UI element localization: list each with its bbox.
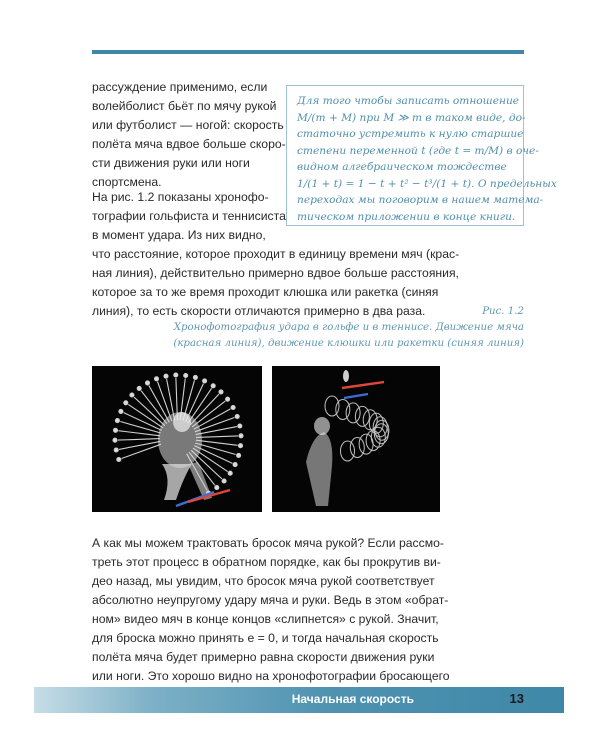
text-line: треть этот процесс в обратном порядке, как бы прокрутив ви-: [92, 555, 441, 569]
sidebar-line: степени переменной t (где t = m/M) в оче-: [297, 144, 539, 157]
club-head-trace: [164, 374, 168, 378]
club-head-trace: [113, 438, 117, 442]
club-head-trace: [231, 406, 235, 410]
caption-line: (красная линия), движение клюшки или ракетки (синяя линия): [173, 338, 524, 349]
club-head-trace: [239, 444, 243, 448]
tennis-stroke-image: [272, 366, 440, 512]
figure-number: Рис. 1.2: [482, 306, 524, 317]
club-head-trace: [193, 375, 197, 379]
text-line: ная линия), действительно примерно вдвое больше расстояния,: [92, 266, 459, 280]
club-head-trace: [130, 393, 134, 397]
running-section-title: Начальная скорость: [291, 692, 414, 706]
top-accent-rule: [92, 50, 524, 54]
text-line: в момент удара. Из них видно,: [92, 228, 266, 242]
club-head-trace: [237, 453, 241, 457]
sidebar-line: видном алгебраическом тождестве: [297, 161, 507, 173]
golf-swing-image: [92, 366, 262, 512]
club-head-trace: [146, 381, 150, 385]
text-line: полёта мяча вдвое больше скоро-: [92, 137, 286, 151]
club-head-trace: [137, 386, 141, 390]
club-head-trace: [219, 390, 223, 394]
text-line: волейболист бьёт по мячу рукой: [92, 99, 277, 113]
club-head-trace: [114, 428, 118, 432]
sidebar-line: статочно устремить к нулю старшие: [297, 128, 524, 140]
club-head-trace: [238, 424, 242, 428]
club-head-trace: [239, 434, 243, 438]
page-footer: [34, 687, 564, 713]
club-head-trace: [184, 374, 188, 378]
club-head-trace: [215, 486, 219, 490]
club-head-trace: [235, 415, 239, 419]
figure-caption: [144, 304, 524, 352]
sidebar-line: M/(m + M) при M ≫ m в таком виде, до-: [297, 111, 526, 124]
club-head-trace: [222, 479, 226, 483]
text-line: что расстояние, которое проходит в единицу времени мяч (крас-: [92, 247, 460, 261]
text-line: рассуждение применимо, если: [92, 80, 268, 94]
text-line: део назад, мы увидим, что бросок мяча рукой соответствует: [92, 574, 435, 588]
text-line: которое за то же время проходит клюшка или ракетка (синяя: [92, 285, 439, 299]
club-head-trace: [155, 377, 159, 381]
text-line: линия), то есть скорости отличаются примерно в два раза.: [92, 304, 426, 318]
club-head-trace: [233, 463, 237, 467]
text-line: или ноги. Это хорошо видно на хронофотографии бросающего: [92, 669, 450, 683]
club-head-trace: [114, 448, 118, 452]
sidebar-line: тическом приложении в конце книги.: [297, 210, 516, 223]
text-line: На рис. 1.2 показаны хронофо-: [92, 190, 269, 204]
body-paragraph-2: [92, 188, 544, 321]
sidebar-line: Для того чтобы записать отношение: [297, 95, 520, 107]
golf-chronophotograph: [92, 366, 262, 512]
body-paragraph-1: [92, 78, 286, 192]
sidebar-line: переходах мы поговорим в нашем матема-: [297, 194, 544, 206]
club-head-trace: [117, 458, 121, 462]
club-head-trace: [228, 471, 232, 475]
text-line: тографии гольфиста и теннисиста: [92, 209, 286, 223]
page-number: 13: [509, 691, 524, 706]
text-line: абсолютно неупругому удару мяча и руки. Ведь в этом «обрат-: [92, 593, 449, 607]
club-head-trace: [124, 401, 128, 405]
text-line: сти движения руки или ноги: [92, 156, 250, 170]
club-head-trace: [174, 373, 178, 377]
text-line: ном» видео мяч в конце концов «слипнется» с рукой. Значит,: [92, 612, 439, 626]
club-head-trace: [115, 419, 119, 423]
club-head-trace: [226, 397, 230, 401]
club-head-trace: [119, 409, 123, 413]
text-line: или футболист — ногой: скорость: [92, 118, 284, 132]
text-line: полёта мяча будет примерно равна скорости движения руки: [92, 650, 435, 664]
tennis-chronophotograph: [272, 366, 440, 512]
text-line: спортсмена.: [92, 175, 162, 189]
text-line: А как мы можем трактовать бросок мяча рукой? Если рассмо-: [92, 536, 444, 550]
text-line: для броска можно принять e = 0, и тогда начальная скорость: [92, 631, 439, 645]
club-head-trace: [203, 379, 207, 383]
caption-line: Хронофотография удара в гольфе и в теннисе. Движение мяча: [173, 322, 524, 333]
club-head-trace: [211, 384, 215, 388]
sidebar-line: 1/(1 + t) = 1 − t + t² − t³/(1 + t). О предельных: [297, 177, 557, 190]
body-paragraph-3: [92, 534, 450, 686]
